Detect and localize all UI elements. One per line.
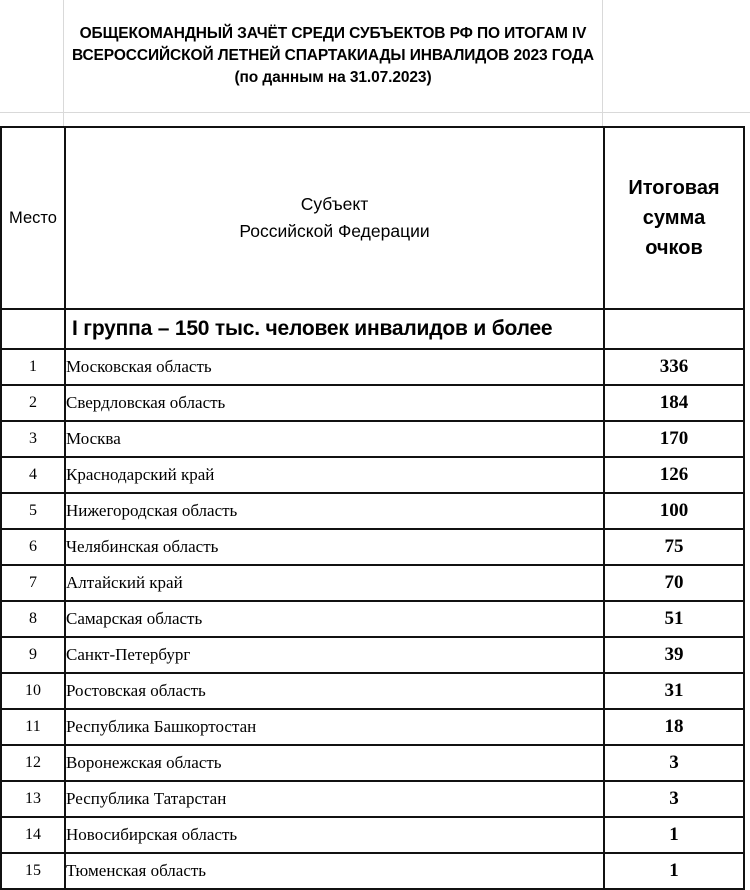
header-subject-line1: Субъект xyxy=(300,193,369,214)
cell-score: 39 xyxy=(604,637,744,673)
cell-subject: Москва xyxy=(65,421,604,457)
cell-score: 336 xyxy=(604,349,744,385)
cell-score: 3 xyxy=(604,781,744,817)
cell-subject: Республика Татарстан xyxy=(65,781,604,817)
cell-place: 1 xyxy=(1,349,65,385)
header-score-line1: Итоговая xyxy=(628,177,720,199)
cell-subject: Нижегородская область xyxy=(65,493,604,529)
table-row xyxy=(1,529,744,565)
table-row xyxy=(1,493,744,529)
cell-score: 184 xyxy=(604,385,744,421)
cell-subject: Свердловская область xyxy=(65,385,604,421)
cell-place: 12 xyxy=(1,745,65,781)
cell-subject: Воронежская область xyxy=(65,745,604,781)
cell-place: 6 xyxy=(1,529,65,565)
table-row xyxy=(1,421,744,457)
document-title-cell xyxy=(64,0,603,112)
table-row xyxy=(1,781,744,817)
spacer-cell-place xyxy=(0,112,64,126)
cell-subject: Алтайский край xyxy=(65,565,604,601)
cell-place: 3 xyxy=(1,421,65,457)
cell-subject: Санкт-Петербург xyxy=(65,637,604,673)
header-score-line3: очков xyxy=(645,237,703,259)
header-subject xyxy=(65,127,604,309)
table-header-row xyxy=(1,127,744,309)
cell-place: 15 xyxy=(1,853,65,889)
spacer-row xyxy=(0,112,750,126)
cell-subject: Ростовская область xyxy=(65,673,604,709)
table-row xyxy=(1,853,744,889)
cell-score: 75 xyxy=(604,529,744,565)
cell-place: 13 xyxy=(1,781,65,817)
cell-score: 70 xyxy=(604,565,744,601)
group-header-row xyxy=(1,309,744,349)
spacer-cell-score xyxy=(603,112,750,126)
cell-subject: Самарская область xyxy=(65,601,604,637)
cell-place: 5 xyxy=(1,493,65,529)
table-row xyxy=(1,349,744,385)
cell-place: 8 xyxy=(1,601,65,637)
cell-subject: Московская область xyxy=(65,349,604,385)
cell-score: 3 xyxy=(604,745,744,781)
cell-place: 11 xyxy=(1,709,65,745)
table-row xyxy=(1,709,744,745)
group-label-text: I группа – 150 тыс. человек инвалидов и более xyxy=(72,317,553,340)
header-place: Место xyxy=(1,127,65,309)
table-row xyxy=(1,817,744,853)
group-row-score-cell xyxy=(604,309,744,349)
cell-score: 31 xyxy=(604,673,744,709)
cell-subject: Новосибирская область xyxy=(65,817,604,853)
cell-subject: Краснодарский край xyxy=(65,457,604,493)
cell-score: 1 xyxy=(604,853,744,889)
cell-place: 9 xyxy=(1,637,65,673)
title-right-gutter xyxy=(603,0,750,112)
cell-place: 10 xyxy=(1,673,65,709)
header-subject-line2: Российской Федерации xyxy=(239,221,430,241)
cell-score: 51 xyxy=(604,601,744,637)
cell-place: 4 xyxy=(1,457,65,493)
cell-place: 2 xyxy=(1,385,65,421)
cell-subject: Тюменская область xyxy=(65,853,604,889)
table-row xyxy=(1,385,744,421)
table-row xyxy=(1,457,744,493)
title-left-gutter xyxy=(0,0,64,112)
header-score-line2: сумма xyxy=(642,207,706,229)
table-row xyxy=(1,601,744,637)
document-title-band xyxy=(0,0,750,112)
cell-score: 126 xyxy=(604,457,744,493)
table-row xyxy=(1,673,744,709)
table-row xyxy=(1,565,744,601)
cell-subject: Челябинская область xyxy=(65,529,604,565)
spacer-cell-subject xyxy=(64,112,603,126)
cell-subject: Республика Башкортостан xyxy=(65,709,604,745)
group-label-cell xyxy=(65,309,604,349)
page-title: ОБЩЕКОМАНДНЫЙ ЗАЧЁТ СРЕДИ СУБЪЕКТОВ РФ ПО ИТОГАМ IV ВСЕРОССИЙСКОЙ ЛЕТНЕЙ СПАРТАКИАДЫ ИНВАЛИДОВ 2023 ГОДА (по данным на 31.07.2023) xyxy=(71,25,595,86)
cell-score: 170 xyxy=(604,421,744,457)
table-row xyxy=(1,637,744,673)
ranking-table xyxy=(0,126,745,890)
table-row xyxy=(1,745,744,781)
group-row-place-cell xyxy=(1,309,65,349)
header-score xyxy=(604,127,744,309)
cell-place: 7 xyxy=(1,565,65,601)
cell-score: 1 xyxy=(604,817,744,853)
cell-place: 14 xyxy=(1,817,65,853)
cell-score: 100 xyxy=(604,493,744,529)
cell-score: 18 xyxy=(604,709,744,745)
